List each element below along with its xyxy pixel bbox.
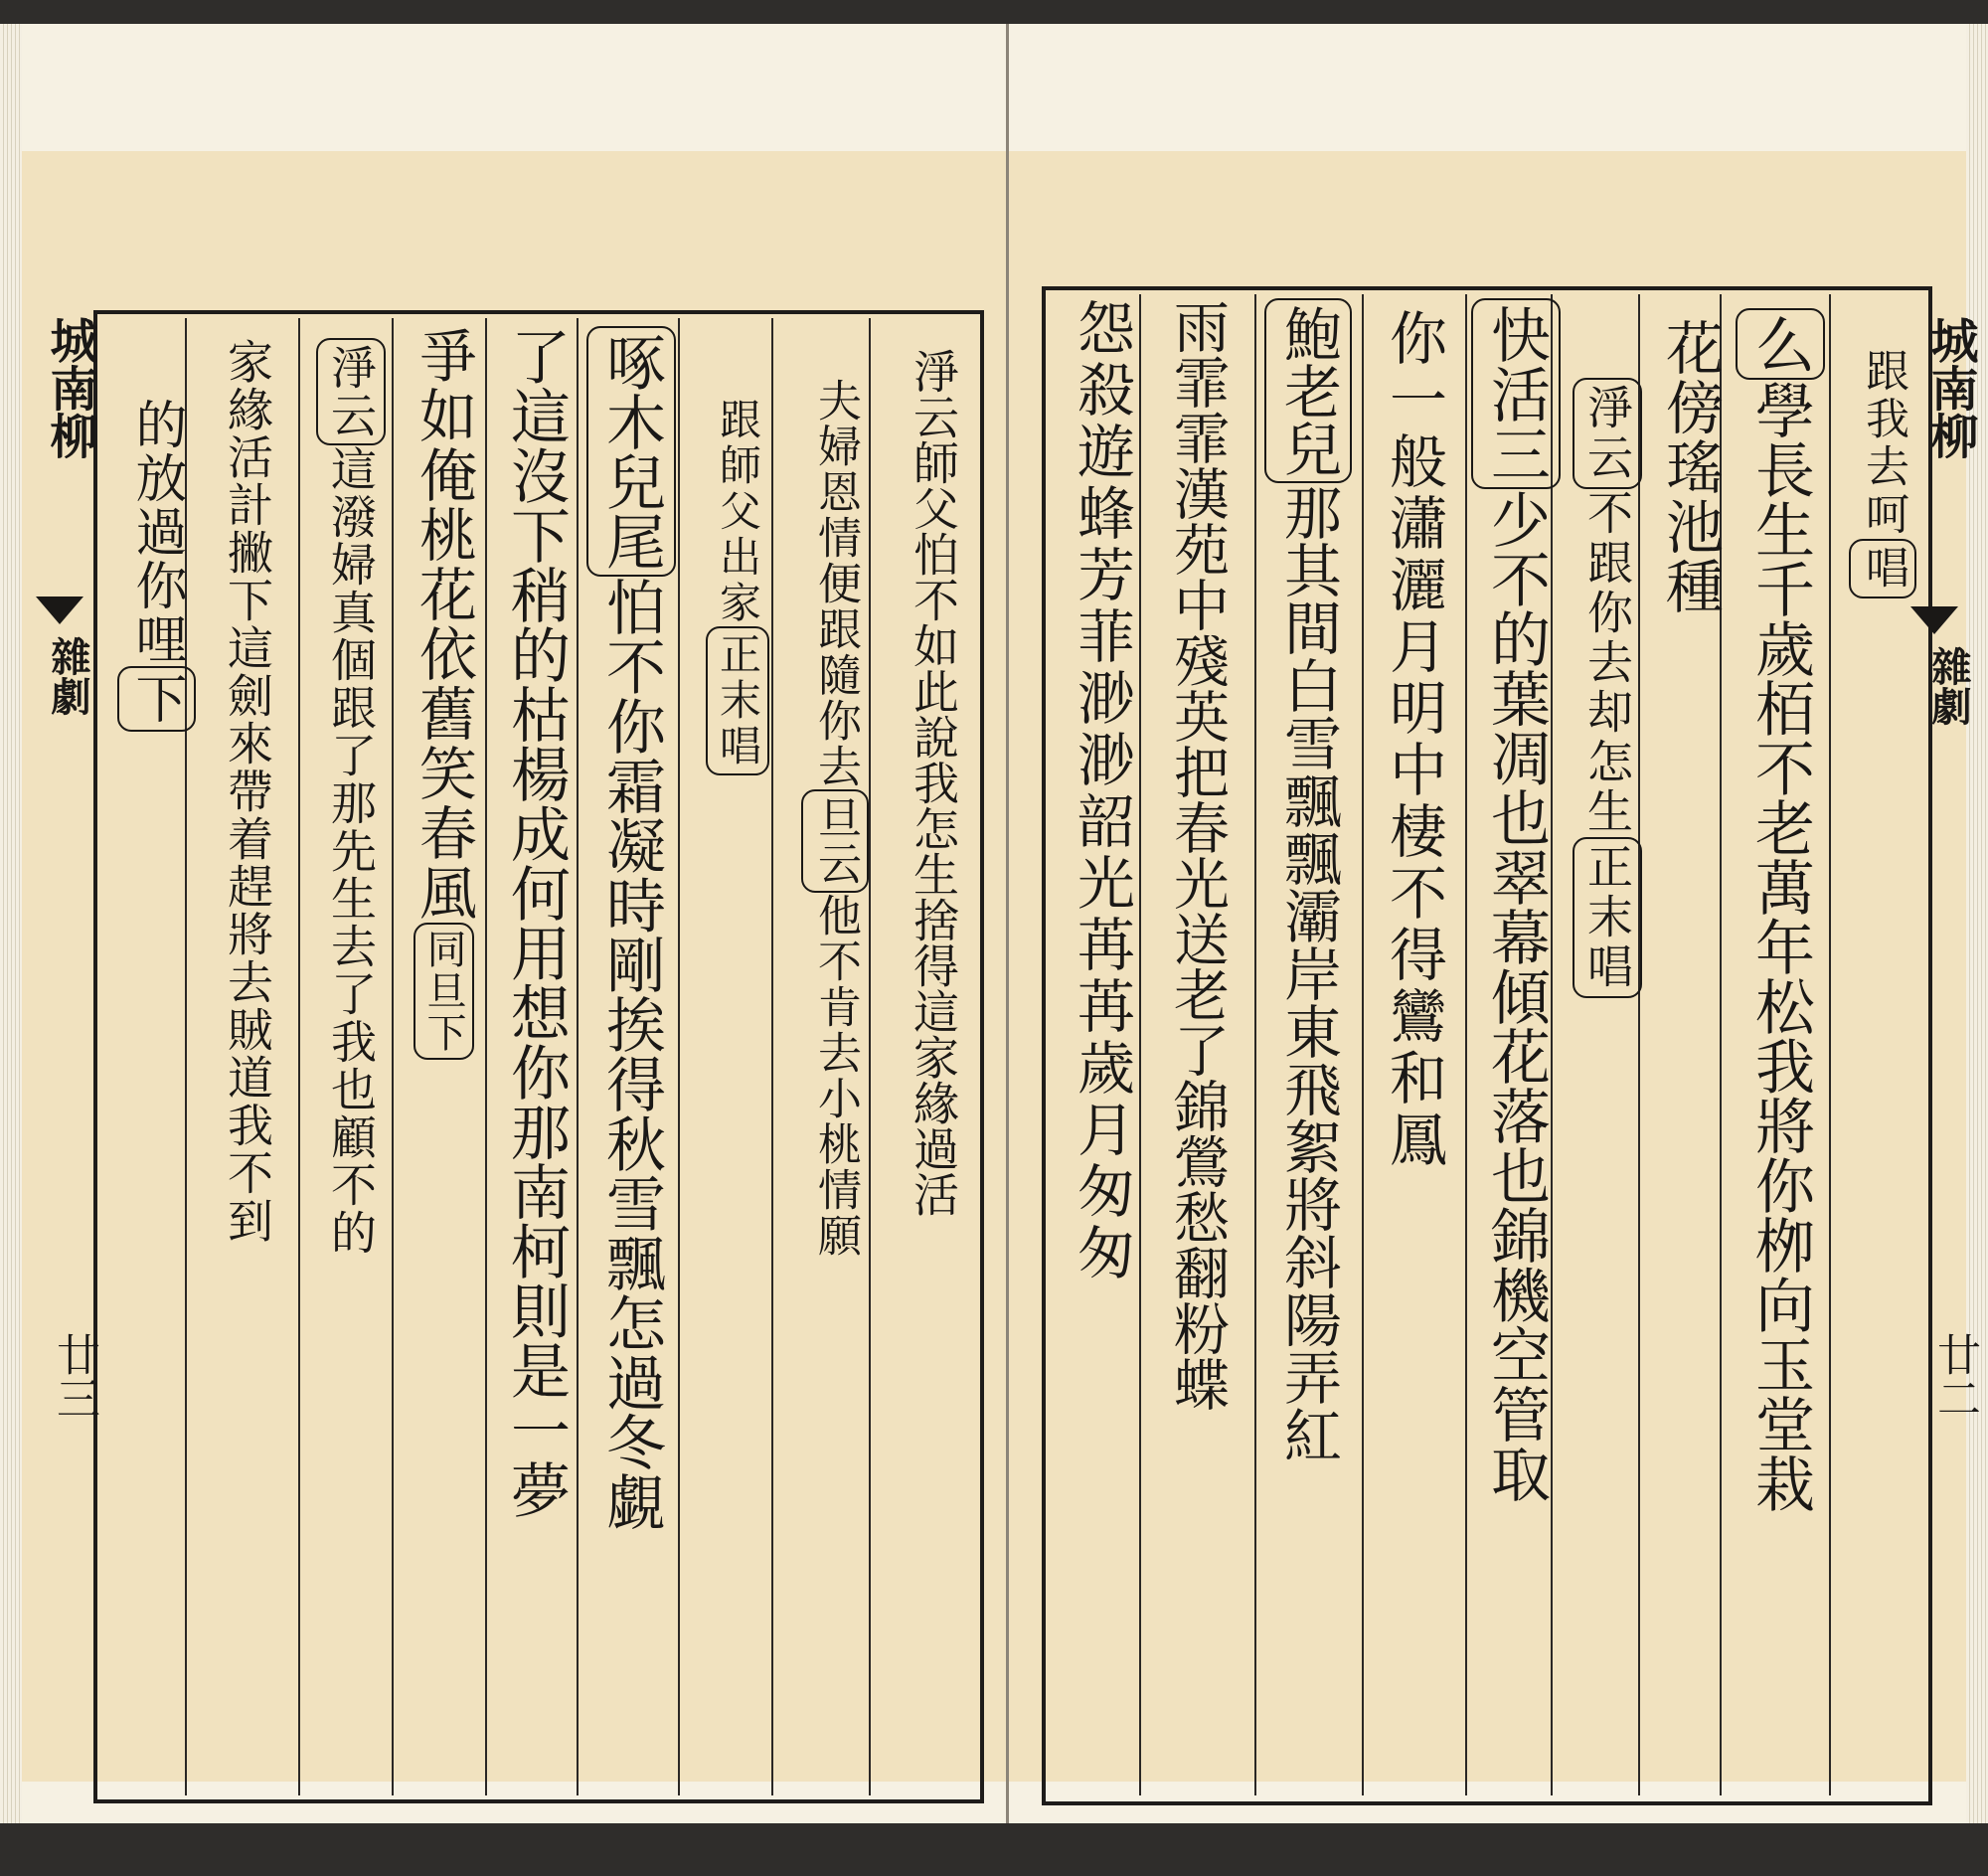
- left-col-line-2: [298, 318, 300, 1795]
- right-col-3: 花傍瑤池種: [1656, 318, 1724, 616]
- left-page-edges: [0, 24, 22, 1823]
- left-col-7: [706, 398, 769, 775]
- right-margin-title: 城南柳: [1922, 316, 1978, 459]
- left-col-7-text: 跟師父出家: [714, 398, 762, 626]
- right-margin-genre: 雜劇: [1925, 646, 1972, 726]
- right-fish-tail: [1910, 606, 1958, 634]
- right-col-1-tag2: 呵: [1858, 491, 1908, 539]
- right-col-4-text: 不跟你去却怎生: [1580, 489, 1634, 837]
- left-col-3-text: 這潑婦真個跟了那先生去了我也顧不的: [324, 445, 378, 1257]
- left-col-4-tag: 同旦下: [414, 923, 474, 1060]
- left-col-1-text: 的放過你哩: [126, 398, 186, 666]
- right-col-7: [1264, 298, 1352, 1463]
- right-col-7-tag: 鮑老兒: [1264, 298, 1352, 483]
- left-margin-genre: 雜劇: [45, 636, 91, 716]
- book-fold: [1006, 24, 1009, 1823]
- left-page-number: 廿三: [49, 1332, 99, 1420]
- right-col-1-text: 跟我去: [1858, 348, 1908, 491]
- left-col-1-tag: 下: [117, 666, 196, 732]
- left-margin-title: 城南柳: [42, 316, 97, 459]
- left-col-9: 淨云師父怕不如此說我怎生捨得這家緣過活: [907, 348, 960, 1217]
- left-col-1: [117, 398, 196, 732]
- left-col-6-text: 怕不你霜凝時剛挨得秋雪飄怎過冬覷: [596, 577, 666, 1531]
- right-col-4: [1573, 378, 1642, 998]
- right-col-5-text: 少不的葉凋也翠幕傾花落也錦機空管取: [1481, 489, 1551, 1503]
- right-col-2-tag: 么: [1736, 308, 1825, 380]
- right-col-5-tag: 快活三: [1471, 298, 1561, 489]
- left-col-4: [402, 326, 485, 1060]
- left-col-line-3: [392, 318, 394, 1795]
- right-page-number: 廿二: [1929, 1332, 1980, 1420]
- left-col-3: [316, 338, 386, 1257]
- right-col-4-tag2: 正末唱: [1573, 837, 1642, 998]
- left-col-8-text: 夫婦恩情便跟隨你去: [810, 378, 861, 789]
- right-col-4-tag: 淨云: [1573, 378, 1642, 489]
- right-col-line-8: [1829, 294, 1831, 1795]
- left-col-line-4: [485, 318, 487, 1795]
- left-col-line-6: [678, 318, 680, 1795]
- right-col-1: [1849, 348, 1916, 598]
- right-col-6: 你一般瀟灑月明中棲不得鸞和鳳: [1380, 308, 1447, 1171]
- right-col-9: 怨殺遊蜂芳菲渺渺韶光苒苒歲月匆匆: [1068, 298, 1135, 1284]
- right-col-7-text: 那其間白雪飄飄灞岸東飛絮將斜陽弄紅: [1274, 483, 1342, 1463]
- left-col-3-tag: 淨云: [316, 338, 386, 445]
- left-col-6: [586, 326, 676, 1531]
- left-col-7-tag: 正末唱: [706, 626, 769, 775]
- right-col-8: 雨霏霏漢苑中殘英把春光送老了錦鶯愁翻粉蝶: [1165, 298, 1230, 1412]
- left-col-line-8: [869, 318, 871, 1795]
- left-col-6-tag: 啄木兒尾: [586, 326, 676, 577]
- right-page-edges: [1966, 24, 1988, 1823]
- right-col-line-2: [1254, 294, 1256, 1795]
- right-col-line-4: [1465, 294, 1467, 1795]
- right-col-5: [1471, 298, 1561, 1503]
- right-col-2-text: 學長生千歲栢不老萬年松我將你栁向玉堂栽: [1745, 380, 1815, 1513]
- left-col-5: 了這沒下稍的枯楊成何用想你那南柯則是一夢: [501, 326, 571, 1519]
- right-col-2: [1736, 308, 1825, 1513]
- left-col-4-text: 爭如俺桃花依舊笑春風: [410, 326, 477, 923]
- left-col-line-7: [771, 318, 773, 1795]
- left-col-8-text2: 他不肯去小桃情願: [810, 893, 861, 1259]
- right-col-line-3: [1362, 294, 1364, 1795]
- left-col-8: [801, 378, 869, 1259]
- right-col-1-tag: 唱: [1849, 539, 1916, 598]
- left-col-2: 家緣活計撇下這劍來帶着趕將去賊道我不到: [221, 338, 274, 1245]
- left-fish-tail: [36, 597, 83, 624]
- left-col-8-tag: 旦云: [801, 789, 869, 893]
